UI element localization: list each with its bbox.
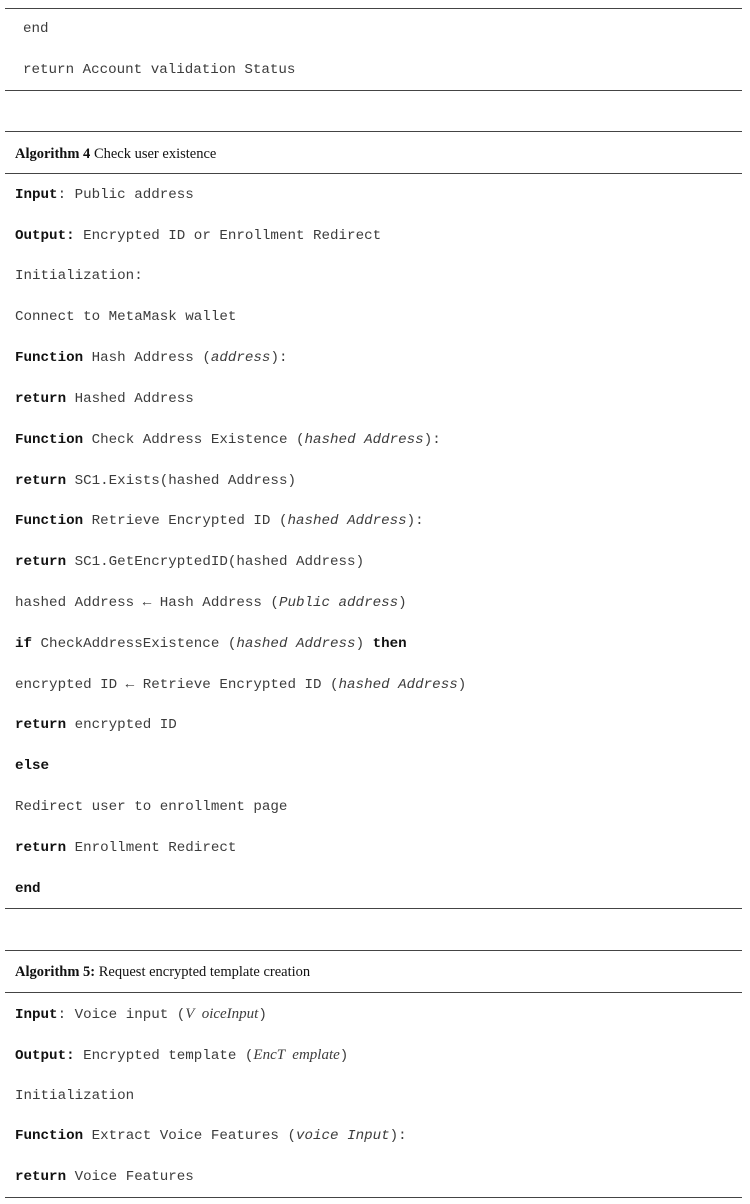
alg5-init-line: Initialization (15, 1088, 135, 1104)
function-name: Hash Address ( (83, 350, 211, 366)
return-text: encrypted ID (66, 717, 177, 733)
alg5-title (15, 963, 310, 981)
output-keyword: Output: (15, 228, 75, 244)
if-arg: hashed Address (236, 636, 356, 652)
alg4-header-rule (5, 173, 742, 174)
if-text: CheckAddressExistence ( (32, 636, 237, 652)
assign-close: ) (457, 677, 467, 693)
output-text: Encrypted template ( (74, 1048, 254, 1064)
alg4-else-line (15, 757, 49, 775)
alg4-return-exists-line (15, 472, 296, 490)
alg4-return-encrypted-line (15, 716, 177, 734)
alg5-label: Algorithm 5: (15, 964, 96, 980)
alg5-output-line (15, 1046, 348, 1065)
function-close: ): (270, 350, 288, 366)
assign-text: encrypted ID ← Retrieve Encrypted ID ( (15, 677, 339, 693)
function-close: ): (423, 432, 441, 448)
alg4-if-line (15, 635, 407, 653)
alg4-top-rule (5, 131, 742, 132)
alg5-title-text: Request encrypted template creation (98, 964, 311, 980)
alg4-return-hashed-line (15, 390, 194, 408)
alg4-assign-encrypted-line (15, 676, 466, 694)
alg5-header-rule (5, 992, 742, 993)
return-keyword: return (15, 554, 67, 570)
assign-arg: hashed Address (338, 677, 458, 693)
alg4-init-line: Initialization: (15, 268, 143, 284)
assign-close: ) (398, 595, 407, 611)
else-keyword: else (15, 758, 50, 774)
alg4-function-hash-line (15, 349, 287, 367)
input-keyword: Input (15, 1007, 58, 1023)
return-text: SC1.Exists(hashed Address) (66, 473, 296, 489)
alg4-end-line (15, 880, 41, 898)
function-name: Retrieve Encrypted ID ( (83, 513, 288, 529)
function-keyword: Function (15, 1128, 84, 1144)
return-text: Voice Features (66, 1169, 194, 1185)
alg4-redirect-line: Redirect user to enrollment page (15, 799, 288, 815)
alg5-function-extract-line (15, 1127, 407, 1145)
output-close: ) (339, 1048, 349, 1064)
return-keyword: return (15, 1169, 67, 1185)
output-text: Encrypted ID or Enrollment Redirect (74, 228, 382, 244)
alg5-top-rule (5, 950, 742, 951)
alg4-return-getencrypted-line (15, 553, 364, 571)
return-keyword: return (15, 391, 67, 407)
assign-arg: Public address (278, 595, 399, 611)
return-keyword: return (15, 473, 67, 489)
function-keyword: Function (15, 350, 84, 366)
alg4-assign-hashed-line (15, 594, 407, 612)
function-arg: voice Input (295, 1128, 390, 1144)
function-arg: address (210, 350, 271, 366)
return-keyword: return (15, 717, 67, 733)
function-keyword: Function (15, 432, 84, 448)
alg5-input-line (15, 1005, 267, 1024)
alg4-input-line (15, 186, 194, 204)
alg4-connect-line: Connect to MetaMask wallet (15, 309, 237, 325)
function-keyword: Function (15, 513, 84, 529)
alg3-return-line: return Account validation Status (23, 62, 296, 78)
input-text: : Public address (57, 187, 194, 203)
alg5-return-features-line (15, 1168, 194, 1186)
input-arg: V oiceInput (185, 1006, 259, 1022)
function-name: Extract Voice Features ( (83, 1128, 296, 1144)
top-rule (5, 8, 742, 9)
return-text: Enrollment Redirect (66, 840, 237, 856)
alg4-bottom-rule (5, 908, 742, 909)
assign-text: hashed Address ← Hash Address ( (15, 595, 279, 611)
input-text: : Voice input ( (57, 1007, 186, 1023)
function-close: ): (406, 513, 424, 529)
alg4-title (15, 145, 216, 163)
end-keyword: end (15, 881, 41, 897)
function-arg: hashed Address (304, 432, 424, 448)
output-keyword: Output: (15, 1048, 75, 1064)
alg4-function-check-line (15, 431, 441, 449)
then-keyword: then (372, 636, 407, 652)
function-close: ): (389, 1128, 407, 1144)
return-keyword: return (15, 840, 67, 856)
alg4-function-retrieve-line (15, 512, 424, 530)
output-arg: EncT emplate (253, 1047, 340, 1063)
alg4-title-text: Check user existence (93, 146, 217, 162)
return-text: SC1.GetEncryptedID(hashed Address) (66, 554, 365, 570)
input-keyword: Input (15, 187, 58, 203)
alg3-end-line: end (23, 21, 49, 37)
alg4-output-line (15, 227, 381, 245)
if-keyword: if (15, 636, 33, 652)
return-text: Hashed Address (66, 391, 194, 407)
alg5-bottom-rule (5, 1197, 742, 1198)
function-name: Check Address Existence ( (83, 432, 305, 448)
alg3-bottom-rule (5, 90, 742, 91)
input-close: ) (258, 1007, 267, 1023)
if-close: ) (355, 636, 373, 652)
alg4-return-enrollment-line (15, 839, 236, 857)
alg4-label: Algorithm 4 (15, 146, 91, 162)
function-arg: hashed Address (287, 513, 407, 529)
